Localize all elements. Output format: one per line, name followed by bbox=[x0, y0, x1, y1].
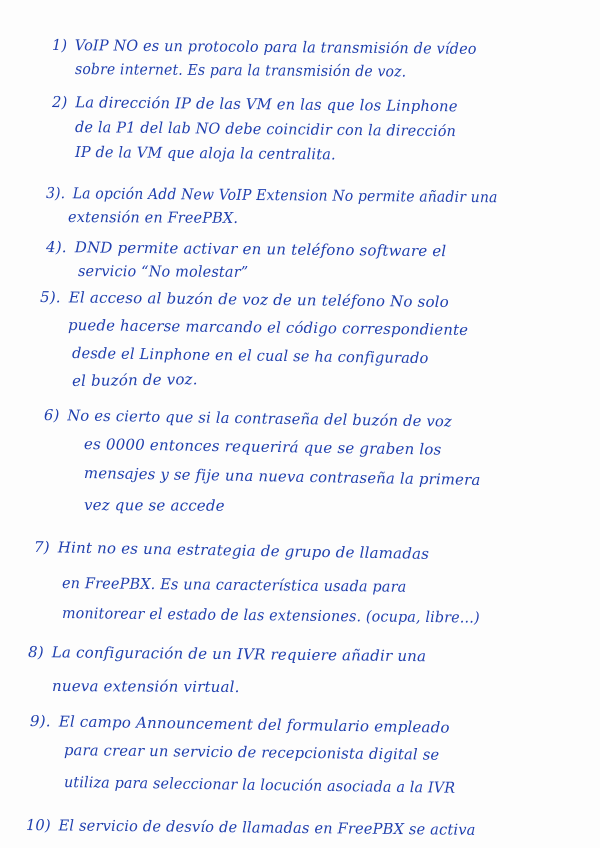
item-6-line-1 bbox=[44, 408, 452, 430]
item-6-text-4: vez que se accede bbox=[83, 496, 225, 515]
item-7-text-3: monitorear el estado de las extensiones. (ocupa, libre...) bbox=[61, 604, 480, 627]
item-10-text-1: El servicio de desvío de llamadas en FreePBX se activa bbox=[58, 816, 476, 839]
item-8-number: 8) bbox=[27, 643, 44, 662]
item-7-number: 7) bbox=[33, 538, 50, 557]
item-4-text-1: DND permite activar en un teléfono software el bbox=[74, 238, 447, 261]
item-2-line-2 bbox=[75, 120, 456, 139]
item-9-text-3: utiliza para seleccionar la locución asociada a la IVR bbox=[63, 773, 456, 797]
item-2-text-3: IP de la VM que aloja la centralita. bbox=[74, 143, 336, 164]
item-6-text-2: es 0000 entonces requerirá que se graben los bbox=[83, 435, 442, 459]
item-5-line-4 bbox=[72, 372, 198, 389]
item-10-number: 10) bbox=[25, 816, 51, 835]
item-1-number: 1) bbox=[51, 36, 68, 55]
item-3-number: 3). bbox=[45, 184, 66, 203]
item-10-line-1 bbox=[26, 818, 476, 838]
item-8-line-1 bbox=[28, 645, 426, 664]
item-4-text-2: servicio “No molestar” bbox=[77, 262, 249, 281]
item-2-line-3 bbox=[75, 145, 336, 162]
item-3-line-2 bbox=[68, 210, 238, 226]
item-5-line-2 bbox=[68, 318, 468, 338]
item-4-number: 4). bbox=[45, 238, 67, 257]
item-6-line-4 bbox=[84, 498, 225, 514]
item-2-text-1: La dirección IP de las VM en las que los Linphone bbox=[75, 93, 458, 116]
item-3-text-1: La opción Add New VoIP Extension No permite añadir una bbox=[72, 184, 498, 207]
item-2-text-2: de la P1 del lab NO debe coincidir con la dirección bbox=[74, 118, 457, 141]
item-8-line-2 bbox=[52, 679, 240, 695]
item-5-line-3 bbox=[72, 346, 429, 366]
item-6-number: 6) bbox=[43, 406, 60, 425]
item-7-text-1: Hint no es una estrategia de grupo de llamadas bbox=[57, 538, 430, 563]
item-5-line-1 bbox=[40, 290, 449, 310]
item-1-text-1: VoIP NO es un protocolo para la transmisión de vídeo bbox=[74, 36, 477, 58]
item-5-text-3: desde el Linphone en el cual se ha configurado bbox=[71, 344, 429, 368]
item-7-text-2: en FreePBX. Es una característica usada para bbox=[61, 574, 407, 596]
item-8-text-2: nueva extensión virtual. bbox=[51, 677, 240, 696]
item-1-text-2: sobre internet. Es para la transmisión de voz. bbox=[74, 60, 407, 81]
item-2-number: 2) bbox=[51, 93, 68, 112]
item-4-line-2 bbox=[78, 264, 248, 280]
item-9-line-3 bbox=[64, 775, 455, 796]
item-6-text-3: mensajes y se fije una nueva contraseña la primera bbox=[83, 464, 481, 489]
item-9-line-2 bbox=[64, 743, 440, 763]
item-3-line-1 bbox=[46, 186, 498, 205]
item-2-line-1 bbox=[52, 95, 458, 114]
item-7-line-3 bbox=[62, 606, 480, 626]
item-9-text-1: El campo Announcement del formulario empleado bbox=[58, 712, 450, 737]
item-1-line-1 bbox=[52, 38, 477, 57]
item-5-text-1: El acceso al buzón de voz de un teléfono No solo bbox=[68, 288, 450, 311]
item-9-number: 9). bbox=[29, 712, 51, 731]
item-4-line-1 bbox=[46, 240, 447, 259]
item-6-text-1: No es cierto que si la contraseña del buzón de voz bbox=[67, 406, 453, 431]
item-8-text-1: La configuración de un IVR requiere añadir una bbox=[51, 643, 427, 666]
item-5-text-4: el buzón de voz. bbox=[71, 370, 198, 390]
item-5-number: 5). bbox=[39, 288, 61, 307]
item-5-text-2: puede hacerse marcando el código correspondiente bbox=[67, 316, 469, 339]
item-9-line-1 bbox=[30, 714, 450, 736]
item-1-line-2 bbox=[75, 62, 406, 79]
item-6-line-3 bbox=[84, 466, 481, 488]
item-6-line-2 bbox=[84, 437, 442, 458]
item-3-text-2: extensión en FreePBX. bbox=[67, 208, 239, 227]
item-7-line-2 bbox=[62, 576, 407, 595]
item-7-line-1 bbox=[34, 540, 429, 562]
item-9-text-2: para crear un servicio de recepcionista digital se bbox=[63, 741, 440, 764]
